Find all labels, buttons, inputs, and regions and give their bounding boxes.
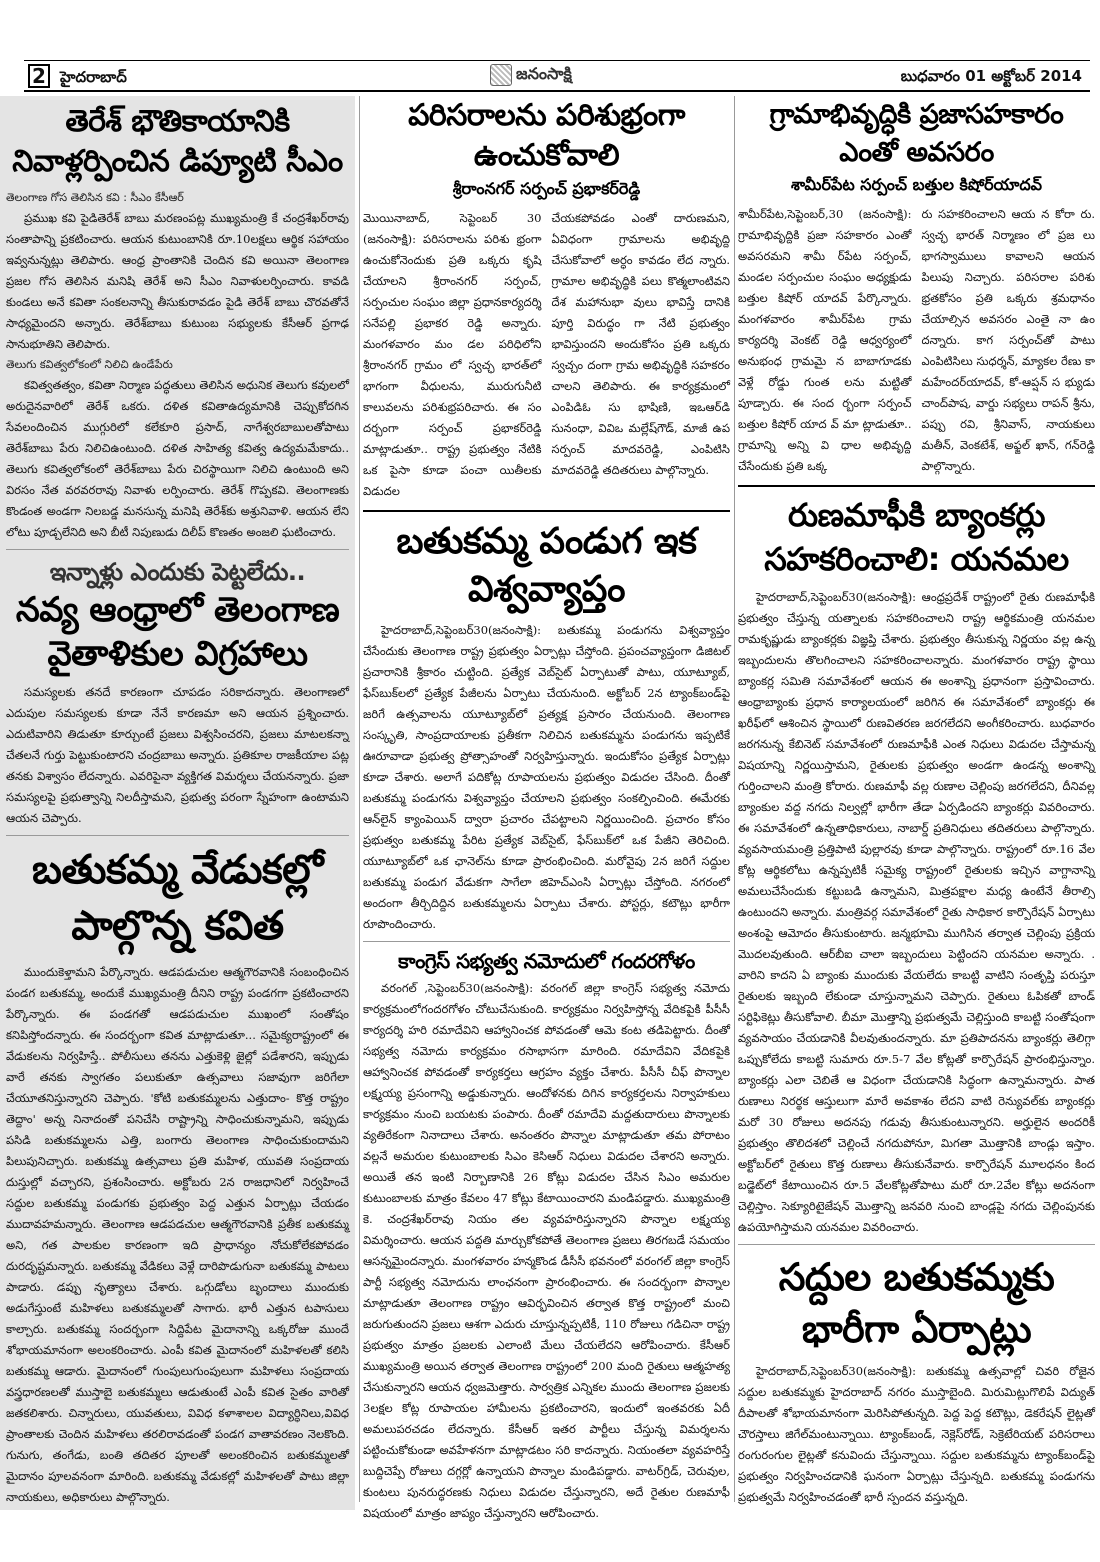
subheadline: శామీర్‌పేట సర్పంచ్ బత్తుల కిషోర్‌యాదవ్ [790,175,1043,194]
article-body: రు సహకరించాలని ఆయ న కోరా రు. స్వచ్ఛ భారత్ నిర్మాణం లో ప్రజ లు భాగస్వాములు కావాలని ఆయన పిలుపు నిచ్చారు. పరిసరాల పరిశు భ్రతకోసం ప్రతి ఒక్కరు శ్రమధానం చేయాల్సిన అవసరం ఎంతై నా ఉం దన్నారు. కాగ సర్పంచ్‌తో పాటు ఎంపిటిసిలు సుధర్శన్, మ్యాకల రేణు కా మహేందర్‌యాదవ్, కో-ఆప్షన్ స భ్యుడు చాంద్‌పాష, వార్డు సభ్యలు రాపన్ శ్రీను, పప్పు రవి, శ్రీనివాస్, నాయకులు మతీన్, వెంకటేశ్, అఫ్జల్ ఖాన్, గన్‌రెడ్డి పాల్గొన్నారు. [921,207,1095,473]
issue-date: బుధవారం 01 అక్టోబర్ 2014 [900,67,1082,85]
headline: గ్రామాభివృద్ధికి ప్రజాసహకారం [769,99,1064,130]
article-bathukamma-global [363,518,730,935]
article-divider [6,835,349,836]
article-columns [363,208,730,502]
edition-city: హైదరాబాద్ [60,68,127,86]
lead-line: తెలంగాణ గోస తెలిసిన కవి : సీఎం కేసీఆర్ [6,191,184,204]
masthead-rule [24,60,1090,61]
headline: సహకరించాలి: యనమల [764,540,1069,578]
article-body: మొయినాబాద్, సెప్టెంబర్ 30 (జనంసాక్షి): పరిసరాలను పరిశు భ్రంగా ఉంచుకోనెందుకు ప్రతి ఒక్కరు కృషి చేయాలని శ్రీరాంనగర్ సర్పంచ్, సర్పంచుల సంఘం జిల్లా ప్రధానకార్యదర్శి సనేపల్లి ప్రభాకర రెడ్డి అన్నారు. మంగళవారం మం డల పరిధిలోని శ్రీరాంనగర్ గ్రామం లో స్వచ్ఛ భారత్‌లో భాగంగా వీధులను, మురుగునీటి కాలువలను పరిశుభ్రపరిచారు. ఈ సం దర్బంగా సర్పంచ్ ప్రభాకర్‌రెడ్డి మాట్లాడుతూ.. రాష్ట్ర ప్రభుత్వం నేటికి ఒక పైసా కూడా పంచా యితీలకు విడుదల [363,211,542,498]
logo-text: జనంసాక్షి [516,63,572,83]
article-yanamala [738,493,1095,1238]
article-kavitha [6,842,349,1508]
headline: తెరేశ్ భౌతికాయానికి [65,104,290,139]
article-body: ముందుకెళ్తామని పేర్కొన్నారు. ఆడపడుచుల ఆత్మగౌరవానికి సంబంధించిన పండగ బతుకమ్మ, అందుకే ముఖ్యమంత్రి దీనిని రాష్ట్ర పండగగా ప్రకటించారని పేర్కొన్నారు. ఈ పండగతో ఆడపడుచుల ముఖంలో సంతోషం కనిపిస్తోందన్నారు. ఈ సందర్బంగా కవిత మాట్లాడుతూ... సమైక్యరాష్ట్రంలో ఈ వేడుకలను నిర్వహిస్తే.. పోలీసులు తనను ఎత్తుకెళ్లి జైల్లో పడేశారని, ఇప్పుడు వారే తనకు స్వాగతం పలుకుతూ ఉత్సవాలు సజావుగా జరిగేలా చేయూతనిస్తున్నారని చెప్పారు. 'కోటి బతుకమ్మలను ఎత్తుదాం- కొత్త రాష్ట్రం తెద్దాం' అన్న నినాదంతో పనిచేసి రాష్ట్రాన్ని సాధించుకున్నామని, ఇప్పుడు పసిడి బతుకమ్మలను ఎత్తి, బంగారు తెలంగాణ సాధించుకుందామని పిలుపునిచ్చారు. బతుకమ్మ ఉత్సవాలు ప్రతి మహిళ, యువతి సంప్రదాయ దుస్తుల్లో వచ్చారని, ప్రశంసించారు. అక్టోబరు 2న రాజధానిలో నిర్వహించే సద్దుల బతుకమ్మ పండుగకు ప్రభుత్వం పెద్ద ఎత్తున ఏర్పాట్లు చేయడం ముదావహమన్నారు. తెలంగాణ ఆడపడచుల ఆత్మగౌరవానికి ప్రతీక బతుకమ్మ అని, గత పాలకుల కారణంగా ఇది ప్రాధాన్యం నోచుకోలేకపోవడం దురదృష్టమన్నారు. బతుకమ్మ వేడికలు వెళ్లే దారిపొడుగునా బతుకమ్మ పాటలు పాడారు. డప్పు నృత్యాలు చేశారు. ఒగ్గుడోలు బృందాలు ముందుకు అడుగేస్తుంటే మహిళలు బతుకమ్మలతో సాగారు. భారీ ఎత్తున టపాసులు కాల్చారు. బతుకమ్మ సందర్బంగా సిద్దిపేట మైదానాన్ని ఒక్కరోజు ముందే శోభాయమానంగా అలంకరించారు. ఎంపీ కవిత మైదానంలో మహిళలతో కలిసి బతుకమ్మ ఆడారు. మైదానంలో గుంపులుగుంపులుగా మహిళలు సంప్రదాయ వస్త్రధారణలతో ముస్తాబై బతుకమ్మలు ఆడుతుంటే ఎంపీ కవిత సైతం వారితో జతకలిశారు. చిన్నారులు, యువతులు, వివిధ కళాశాలల విద్యార్ధినిలు,వివిధ ప్రాంతాలకు చెందిన మహిళలు తరలిరావడంతో పండగ వాతావరణం నెలకొంది. గునుగు, తంగేడు, బంతి తదితర పూలతో అలంకరించిన బతుకమ్మలతో మైదానం పూలవనంగా మారింది. బతుకమ్మ వేడుకల్లో మహిళలతో పాటు జిల్లా నాయకులు, అధికారులు పాల్గొన్నారు. [6,965,349,1504]
logo-emblem-icon [490,64,512,86]
article-body: హైదరాబాద్,సెప్టెంబర్30(జనంసాక్షి): ఆంధ్రప్రదేశ్ రాష్ట్రంలో రైతు రుణమాఫీకి ప్రభుత్వం చేస్తున్న యత్నాలకు సహకరించాలని రాష్ట్ర ఆర్థికమంత్రి యనమల రామకృష్ణుడు బ్యాంకర్లకు విజ్ఞప్తి చేశారు. ప్రభుత్వం తీసుకున్న నిర్ణయం వల్ల ఉన్న ఇబ్బందులను తొలగించాలని సహకరించాలన్నారు. మంగళవారం రాష్ట్ర స్థాయి బ్యాంకర్ల సమితి సమావేశంలో ఆయన ఈ అంశాన్ని ప్రధానంగా ప్రస్తావించారు. ఆంధ్రాబ్యాంకు ప్రధాన కార్యాలయంలో జరిగిన ఈ సమావేశంలో బ్యాంకర్లు ఈ ఖరీఫ్‌లో ఆశించిన స్థాయిలో రుణవితరణ జరగలేదని అంగీకరించారు. బుధవారం జరగనున్న కేబినెట్ సమావేశంలో రుణమాఫీకి ఎంత నిధులు విడుదల చేస్తామన్న విషయాన్ని నిర్ణయిస్తామని, రైతులకు ప్రభుత్వం అండగా ఉండన్న అంశాన్ని గుర్తించాలని మంత్రి కోరారు. రుణమాఫీ వల్ల రుణాల చెల్లింపు జరగలేదని, దీనివల్ల బ్యాంకుల వద్ద నగదు నిల్వల్లో భారీగా తేడా ఏర్పడిందని బ్యాంకర్లు వివరించారు. ఈ సమావేశంలో ఉన్నతాధికారులు, నాబార్డ్ ప్రతినిధులు తదితరులు పాల్గొన్నారు. వ్యవసాయమంత్రి ప్రత్తిపాటి పుల్లారవు కూడా పాల్గొన్నారు. రాష్ట్రంలో రూ.16 వేల కోట్ల ఆర్థికలోటు ఉన్నప్పటికీ సమైక్య రాష్ట్రంలో రైతులకు ఇచ్చిన వాగ్దానాన్ని అమలుచేసేందుకు కట్టుబడి ఉన్నామని, మిత్రపక్షాల మధ్య ఉంటేనే తీరాల్సి ఉంటుందని అన్నారు. మంత్రివర్గ సమావేశంలో రైతు సాధికార కార్పొరేషన్ ఏర్పాటు అంశంపై ఆమోదం తీసుకుంటారు. జన్మభూమి ముగిసిన తర్వాత చెల్లింపు ప్రక్రియ మొదలవుతుంది. ఆర్‌బీఐ చాలా ఇబ్బందులు పెట్టిందని యనమల అన్నారు. . వారిని కాదని ఏ బ్యాంకు ముందుకు వేయలేదు కాబట్టి వాటిని సంతృప్తి పరుస్తూ రైతులకు ఇబ్బంది లేకుండా చూస్తున్నామని చెప్పారు. రైతులు ఓపికతో బాండ్ సర్టిఫికెట్లు తీసుకోవాలి. బీమా మొత్తాన్ని ప్రభుత్వమే చెల్లిస్తుంది కాబట్టి సంతోషంగా వ్యవసాయం చేయడానికి వీలవుతుందన్నారు. మా ప్రతిపాదనను బ్యాంకర్లు తెలిగ్గా ఒప్పుకోలేదు కాబట్టి సుమారు రూ.5-7 వేల కోట్లతో కార్పొరేషన్ ప్రారంభిస్తున్నాం. బ్యాంకర్లు ఎలా చెబితే ఆ విధంగా చేయడానికి సిద్ధంగా ఉన్నామన్నారు. పాత రుణాలు నిరర్థక ఆస్తులుగా మారే అవకాశం లేదని వాటి రెన్యువల్‌కు బ్యాంకర్లు మరో 30 రోజులు అదనపు గడువు తీసుకుంటున్నారని. అర్హులైన అందరికీ ప్రభుత్వం తొలిదశలో చెల్లించే నగదుపోనూ, మిగతా మొత్తానికి బాండ్లు ఇస్తాం. అక్టోబర్‌లో రైతులు కొత్త రుణాలు తీసుకునేవారు. కార్పొరేషన్ మూలధనం కింద బడ్జెట్‌లో కేటాయించిన రూ.5 వేలకోట్లతోపాటు మరో రూ.2వేల కోట్లు అదనంగా చెల్లిస్తాం. సెక్యూరిటైజేషన్ మొత్తాన్ని జనవరి నుంచి బాండ్లపై నగదు చెల్లింపునకు ఉపయోగిస్తామని యనమల వివరించారు. [738,590,1095,1234]
column-divider [359,96,360,1502]
newspaper-logo [490,62,572,88]
article-body: హైదరాబాద్,సెప్టెంబర్30(జనంసాక్షి): బతుకమ్మ ఉత్సవాల్లో చివరి రోజైన సద్దుల బతుకమ్మకు హైదరాబాద్ నగరం ముస్తాబైంది. మిరుమిట్లుగొలిపే విద్యుత్ దీపాలతో శోభాయమానంగా మెరిసిపోతున్నది. పెద్ద పెద్ద కటౌట్లు, డెకరేషన్ లైట్లతో చౌరస్తాలు జిగేల్‌మంటున్నాయి. ట్యాంక్‌బండ్, నెక్లెస్‌రోడ్, సెక్రెటేరియట్ పరిసరాలు రంగురంగుల లైట్లతో కనువిందు చేస్తున్నాయి. సద్దుల బతుకమ్మను ట్యాంక్‌బండ్‌పై ప్రభుత్వం నిర్వహించడానికి ఘనంగా ఏర్పాట్లు చేస్తున్నది. బతుకమ్మ పండుగను ప్రభుత్వమే నిర్వహించడంతో భారీ స్పందన వస్తున్నది. [738,1364,1095,1504]
headline: ఉంచుకోవాలి [473,138,620,173]
masthead-rule [24,90,1090,92]
article-andhra-statues [6,556,349,829]
headline: రుణమాఫీకి బ్యాంకర్లు [788,496,1045,534]
right-column [738,96,1095,1502]
headline: బతుకమ్మ పండుగ ఇక [396,521,697,562]
article-teresh [6,102,349,543]
article-divider [363,510,730,512]
headline: పరిసరాలను పరిశుభ్రంగా [408,98,685,133]
column-divider [734,96,735,1502]
article-divider [363,941,730,942]
article-body: శామీర్‌పేట,సెప్టెంబర్,30 (జనంసాక్షి): గ్రామాభివృద్దికి ప్రజా సహకారం ఎంతో అవసరమని శామీ ర్‌పేట సర్పంచ్, మండల సర్పంచుల సంఘం అధ్యక్షుడు బత్తుల కిషోర్ యాదవ్ పేర్కొన్నారు. మంగళవారం శామీర్‌పేట గ్రామ కార్యదర్శి వెంకట్ రెడ్డి ఆధ్వర్యంలో అనుభంధ గ్రామమై న బాబాగూడకు వెళ్లే రోడ్డు గుంత లను మట్టితో పూడ్చారు. ఈ సంద ర్బంగా సర్పంచ్ బత్తుల కిషోర్ యాద వ్ మా ట్లాడుతూ.. గ్రామాన్ని అన్ని వి ధాల అభివృద్ది చేసేందుకు ప్రతి ఒక్క [738,207,912,473]
article-columns [738,204,1095,477]
kicker: ఇన్నాళ్లు ఎందుకు పెట్టలేదు.. [49,558,306,586]
article-saddula [738,1251,1095,1508]
article-body: కవిత్వతత్వం, కవితా నిర్మాణ పద్ధతులు తెలిసిన అధునిక తెలుగు కవులలో అరుదైనవారిలో తెరేశ్ ఒకరు. దళిత కవితాఉద్యమానికి చెప్పుకోదగిన సేవలందించిన ముగ్గురిలో కలేకూరి ప్రసాద్, నాగేశ్వరబాబులతోపాటు తెరేశ్‌బాబు పేరు నిలిచిఉంటుంది. దళిత సాహిత్య కవిత్వ ఉద్యమమేకాదు.. తెలుగు కవిత్వలోకంలో తెరేశ్‌బాబు పేరు చిరస్థాయిగా నిలిచి ఉంటుంది అని విరసం నేత వరవరరావు నివాళు లర్పించారు. తెరేశ్ గొప్పకవి. తెలంగాణకు కొండంత అండగా నిలబడ్డ మనసున్న మనిషి తెరేశ్‌కు అశ్రునివాళి. ఆయన లేని లోటు పూడ్చలేనిది అని బీటీ నిపుణుడు దిలీప్ కొణతం అంజలి ఘటించారు. [6,378,349,539]
headline: బతుకమ్మ వేడుకల్లో [32,847,323,893]
headline: సద్దుల బతుకమ్మకు [778,1255,1055,1299]
article-divider [6,549,349,550]
subheadline: శ్రీరాంనగర్ సర్పంచ్ ప్రభాకర్‌రెడ్డి [452,179,641,198]
headline: ఎంతో అవసరం [839,137,994,168]
headline: పాల్గొన్న కవిత [71,903,284,949]
article-body: వరంగల్ ,సెప్టెంబర్30(జనంసాక్షి): వరంగల్ జిల్లా కాంగ్రెస్ సభ్యత్వ నమోదు కార్యక్రమంలోగందరగోళం చోటుచేసుకుంది. కార్యక్రమం నిర్వహిస్తోన్న వేదికపైకి పీసీసీ కార్యదర్శి హరి రమాదేవిని ఆహ్వానించక పోవడంతో ఆమె కంట తడిపెట్టారు. దీంతో సభ్యత్వ నమోదు కార్యక్రమం రసాభాసగా మారింది. రమాదేవిని వేదికపైకి ఆహ్వానించక పోవడంతో కార్యకర్తలు ఆగ్రహం వ్యక్తం చేశారు. పీసీసీ చీఫ్ పొన్నాల లక్ష్మయ్య ప్రసంగాన్ని అడ్డుకున్నారు. ఆందోళనకు దిగిన కార్యకర్తలను నిర్వాహకులు కార్యక్రమం నుంచి బయటకు పంపారు. దీంతో రమాదేవి మద్దతుదారులు పొన్నాలకు వ్యతిరేకంగా నినాదాలు చేశారు. అనంతరం పొన్నాల మాట్లాడుతూ తమ పోరాటం వల్లనే అమరుల కుటుంబాలకు సిఎం కెసిఆర్ నిధులు విడుదల చేశారని అన్నారు. అయితే తన ఇంటి నిర్బాణానికి 26 కోట్లు విడుదల చేసిన సిఎం అమరుల కుటుంబాలకు మాత్రం కేవలం 47 కోట్లు కేటాయించారని మండిపడ్డారు. ముఖ్యమంత్రి కె. చంద్రశేఖర్‌రావు నియం తల వ్యవహరిస్తున్నారని పొన్నాల లక్ష్మయ్య విమర్శించారు. ఆయన పద్దతి మార్చుకోకపోతే తెలంగాణ ప్రజలు తిరగబడే సమయం ఆసన్నమైందన్నారు. మంగళవారం హన్మకొండ డీసీసీ భవనంలో వరంగల్ జిల్లా కాంగ్రెస్ పార్టీ సభ్యత్వ నమోదును లాంఛనంగా ప్రారంభించారు. ఈ సందర్బంగా పొన్నాల మాట్లాడుతూ తెలంగాణ రాష్ట్రం ఆవిర్భవించిన తర్వాత కొత్త రాష్ట్రంలో మంచి జరుగుతుందని ప్రజలు ఆశగా ఎదురు చూస్తున్నప్పటికీ, 110 రోజులు గడిచినా రాష్ట్ర ప్రభుత్వం మాత్రం ప్రజలకు ఎలాంటి మేలు చేయలేదని ఆరోపించారు. కేసీఆర్ ముఖ్యమంత్రి అయిన తర్వాత తెలంగాణ రాష్ట్రంలో 200 మంది రైతులు ఆత్మహత్య చేసుకున్నారని ఆయన ధ్వజమెత్తారు. సార్వత్రిక ఎన్నికల ముందు తెలంగాణ ప్రజలకు 3లక్షల కోట్ల రూపాయల హామీలను ప్రకటించారని, ఇందులో ఇంతవరకు ఏదీ అమలుపరచడం లేదన్నారు. కేసీఆర్ ఇతర పార్టీలు చేస్తున్న విమర్శలను పట్టించుకోకుండా అవహేళనగా మాట్లాడటం సరి కాదన్నారు. నియంతలా వ్యవహరిస్తే బుద్దిచెప్పే రోజులు దగ్గర్లో ఉన్నాయని పొన్నాల మండిపడ్డారు. వాటర్‌గ్రిడ్, చెరువుల, కుంటలు పునరుద్ధరణకు నిధులు విడుదల చేస్తున్నారని, అదే రైతుల రుణమాఫీ విషయంలో మాత్రం జాప్యం చేస్తున్నారని ఆరోపించారు. [363,981,730,1520]
article-shamirpet [738,96,1095,477]
article-congress [363,948,730,1524]
masthead [0,58,1100,92]
page-number: 2 [28,64,50,88]
headline: నవ్య ఆంధ్రాలో తెలంగాణ [15,590,340,630]
article-sriramnagar [363,96,730,502]
article-body: సమస్యలకు తనదే కారణంగా చూపడం సరికాదన్నారు. తెలంగాణలో ఎదుపుల సమస్యలకు కూడా నేనే కారణమా అని ఆయన ప్రశ్నించారు. ఎదుటివారిని తిడుతూ కూర్చుంటే ప్రజలు విశ్వసించరని, ప్రజలు మాటలకన్నా చేతలనే గుర్తు పెట్టుకుంటారని చంద్రబాబు అన్నారు. ప్రతికూల రాజకీయాల పట్ల తనకు విశ్వాసం లేదన్నారు. ఎవరిపైనా వ్యక్తిగత విమర్శలు చేయనన్నారు. ప్రజా సమస్యలపై ప్రభుత్వాన్ని నిలదీస్తామని, ప్రభుత్వ పరంగా స్నేహంగా ఉంటామని ఆయన చెప్పారు. [6,685,349,825]
headline: విశ్వవ్యాప్తం [467,569,626,610]
left-column [0,96,355,1510]
subhead: తెలుగు కవిత్వలోకంలో నిలిచి ఉండేపేరు [6,358,173,371]
headline: కాంగ్రెస్ సభ్యత్వ నమోదులో గందరగోళం [398,949,695,973]
article-divider [738,485,1095,487]
article-body: చేయకపోవడం ఎంతో దారుణమని, ఏవిధంగా గ్రామాలను అభివృద్ది చేసుకోవాలో అర్ధం కావడం లేద న్నారు. గ్రామాల అభివృద్ధికి పలు కొత్మలాంటివని దేశ మహానుభా వులు భావిస్తే దానికి పూర్తి విరుద్ధం గా నేటి ప్రభుత్వం భావిస్తుందని అందుకోసం ప్రతి ఒక్కరు స్వచ్చం దంగా గ్రామ అభివృద్ధికి సహకరం చాలని తెలిపారు. ఈ కార్యక్రమంలో ఎంపిడిఓ సు భాషిణి, ఇఒఆర్‌డి సునంధా, వివిఒ మల్లేష్‌గౌడ్, మాజీ ఉప సర్పంచ్ మాదవరెడ్డి, ఎంపిటిసి మాదవరెడ్డి తదితరులు పాల్గొన్నారు. [551,211,730,477]
middle-column [363,96,730,1520]
article-body: హైదరాబాద్,సెప్టెంబర్30(జనంసాక్షి): బతుకమ్మ పండుగను విశ్వవ్యాప్తం చేసేందుకు తెలంగాణ రాష్ట్ర ప్రభుత్వం ఏర్పాట్లు చేస్తోంది. ప్రపంచవ్యాప్తంగా డిజిటల్ ప్రచారానికి శ్రీకారం చుట్టింది. ప్రత్యేక వెబ్‌సైట్ ఏర్పాటుతో పాటు, యూట్యూబ్, ఫేస్‌బుక్‌లలో ప్రత్యేక పేజీలను ఏర్పాటు చేయనుంది. అక్టోబర్ 2న ట్యాంక్‌బండ్‌పై జరిగే ఉత్సవాలను యూట్యూబ్‌లో ప్రత్యక్ష ప్రసారం చేయనుంది. తెలంగాణ సంస్కృతి, సాంప్రదాయాలకు ప్రతీకగా నిలిచిన బతుకమ్మను పండుగను ఇప్పటికే ఊరూవాడా ప్రభుత్వ ప్రోత్సాహంతో నిర్వహిస్తున్నారు. ఇందుకోసం ప్రత్యేక ఏర్పాట్లు కూడా చేశారు. అలాగే పదికోట్ల రూపాయలను ప్రభుత్వం విడుదల చేసింది. దీంతో బతుకమ్మ పండుగను విశ్వవ్యాప్తం చేయాలని ప్రభుత్వం సంకల్పించింది. ఈమేరకు ఆన్‌లైన్ క్యాంపెయిన్ ద్వారా ప్రచారం చేపట్టాలని నిర్ణయించింది. ప్రచారం కోసం ప్రభుత్వం బతుకమ్మ పేరిట ప్రత్యేక వెబ్‌సైట్, ఫేస్‌బుక్‌లో ఒక పేజీని తెరిచింది. యూట్యూబ్‌లో ఒక ఛానెల్‌ను కూడా ప్రారంభించింది. మరోవైపు 2న జరిగే సద్దుల బతుకమ్మ పండుగ వేడుకగా సాగేలా జిహెచ్ఎంసి ఏర్పాట్లు చేస్తోంది. నగరంలో అందంగా తీర్చిదిద్దిన బతుకమ్మలను ఏర్పాటు చేశారు. పోస్టర్లు, కటౌట్లు భారీగా రూపొందించారు. [363,623,730,931]
article-divider [738,1244,1095,1245]
headline: భారీగా ఏర్పాట్లు [801,1307,1032,1351]
article-body: ప్రముఖ కవి పైడితెరేశ్ బాబు మరణంపట్ల ముఖ్యమంత్రి కే చంద్రశేఖర్‌రావు సంతాపాన్ని ప్రకటించారు. ఆయన కుటుంబానికి రూ.10లక్షలు ఆర్థిక సహాయం ఇవ్వనున్నట్లు తెలిపారు. ఆంధ్ర ప్రాంతానికి చెందిన కవి అయినా తెలంగాణ ప్రజల గోస తెలిసిన మనిషి తెరేశ్ అని సీఎం నివాళులర్పించారు. కావడి కుండలు అనే కవితా సంకలనాన్ని తీసుకురావడం పైడి తెరేశ్ బాబు చొరవతోనే సాధ్యమైందని అన్నారు. తెరేశ్‌బాబు కుటుంబ సభ్యులకు కేసీఆర్ ప్రగాఢ సానుభూతిని తెలిపారు. [6,211,349,351]
headline: నివాళ్లర్పించిన డిప్యూటి సీఎం [12,144,343,179]
headline: వైతాళికుల విగ్రహాలు [47,634,308,674]
